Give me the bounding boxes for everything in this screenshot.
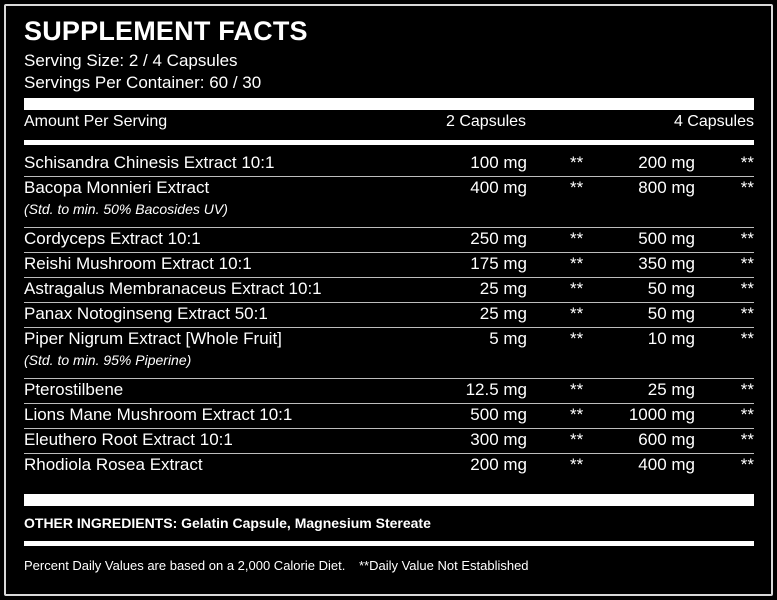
amount-4-capsules: 10 mg [647,329,695,348]
ingredient-row [24,329,754,375]
amount-4-capsules: 25 mg [647,380,695,399]
thick-divider-bottom [24,494,754,506]
daily-value-2-capsules: ** [570,254,584,273]
daily-value-4-capsules: ** [740,329,754,348]
amount-2-capsules: 5 mg [489,329,527,348]
daily-value-2-capsules: ** [570,304,584,323]
amount-4-capsules: 200 mg [638,153,695,172]
daily-value-4-capsules: ** [740,153,754,172]
footnote [24,558,529,573]
ingredient-name: Reishi Mushroom Extract 10:1 [24,254,252,273]
footer-divider [24,541,754,546]
servings-per-container: Servings Per Container: 60 / 30 [24,73,262,92]
amount-2-capsules: 100 mg [470,153,527,172]
ingredient-name: Cordyceps Extract 10:1 [24,229,201,248]
ingredient-name: Lions Mane Mushroom Extract 10:1 [24,405,293,424]
amount-4-capsules: 350 mg [638,254,695,273]
daily-value-2-capsules: ** [570,405,584,424]
ingredient-row [24,455,754,477]
daily-value-2-capsules: ** [570,153,584,172]
daily-value-4-capsules: ** [740,430,754,449]
ingredient-row [24,304,754,326]
four-capsules-header: 4 Capsules [673,113,754,130]
row-divider [24,378,754,379]
daily-value-4-capsules: ** [740,178,754,197]
row-divider [24,252,754,253]
not-established-note: **Daily Value Not Established [358,558,529,573]
row-divider [24,227,754,228]
amount-2-capsules: 250 mg [470,229,527,248]
amount-per-serving-header: Amount Per Serving [24,113,168,130]
ingredient-name: Pterostilbene [24,380,124,399]
amount-2-capsules: 12.5 mg [465,380,527,399]
row-divider [24,453,754,454]
ingredient-name: Bacopa Monnieri Extract [24,178,210,197]
daily-value-2-capsules: ** [570,380,584,399]
row-divider [24,176,754,177]
ingredient-name: Panax Notoginseng Extract 50:1 [24,304,268,323]
panel-title: SUPPLEMENT FACTS [24,16,308,46]
ingredient-row [24,430,754,452]
ingredient-row [24,254,754,276]
ingredient-name: Rhodiola Rosea Extract [24,455,203,474]
amount-2-capsules: 500 mg [470,405,527,424]
daily-value-4-capsules: ** [740,254,754,273]
daily-value-2-capsules: ** [570,178,584,197]
amount-2-capsules: 25 mg [479,279,527,298]
amount-2-capsules: 200 mg [470,455,527,474]
ingredient-standardization-note: (Std. to min. 50% Bacosides UV) [24,201,228,217]
amount-2-capsules: 300 mg [470,430,527,449]
amount-2-capsules: 400 mg [470,178,527,197]
amount-4-capsules: 50 mg [647,279,695,298]
amount-4-capsules: 500 mg [638,229,695,248]
ingredient-name: Astragalus Membranaceus Extract 10:1 [24,279,322,298]
ingredient-standardization-note: (Std. to min. 95% Piperine) [24,352,192,368]
ingredient-name: Piper Nigrum Extract [Whole Fruit] [24,329,282,348]
daily-value-4-capsules: ** [740,405,754,424]
daily-values-note: Percent Daily Values are based on a 2,000 Calorie Diet. [24,558,346,573]
amount-4-capsules: 50 mg [647,304,695,323]
ingredient-row [24,380,754,402]
ingredient-row [24,405,754,427]
daily-value-2-capsules: ** [570,430,584,449]
ingredient-row [24,178,754,224]
serving-info [24,50,261,94]
amount-4-capsules: 400 mg [638,455,695,474]
row-divider [24,428,754,429]
daily-value-2-capsules: ** [570,455,584,474]
row-divider [24,302,754,303]
amount-2-capsules: 175 mg [470,254,527,273]
daily-value-4-capsules: ** [740,229,754,248]
ingredient-row [24,153,754,175]
thick-divider-top [24,98,754,110]
ingredient-row [24,229,754,251]
daily-value-4-capsules: ** [740,304,754,323]
amount-2-capsules: 25 mg [479,304,527,323]
daily-value-2-capsules: ** [570,329,584,348]
ingredient-row [24,279,754,301]
daily-value-4-capsules: ** [740,380,754,399]
amount-4-capsules: 800 mg [638,178,695,197]
serving-size: Serving Size: 2 / 4 Capsules [24,51,238,70]
amount-4-capsules: 1000 mg [628,405,695,424]
daily-value-2-capsules: ** [570,279,584,298]
daily-value-4-capsules: ** [740,279,754,298]
daily-value-2-capsules: ** [570,229,584,248]
two-capsules-header: 2 Capsules [446,113,527,130]
other-ingredients: OTHER INGREDIENTS: Gelatin Capsule, Magnesium Stereate [24,515,431,531]
ingredient-name: Schisandra Chinesis Extract 10:1 [24,153,275,172]
row-divider [24,277,754,278]
header-divider [24,140,754,145]
daily-value-4-capsules: ** [740,455,754,474]
ingredient-name: Eleuthero Root Extract 10:1 [24,430,233,449]
row-divider [24,403,754,404]
amount-4-capsules: 600 mg [638,430,695,449]
row-divider [24,327,754,328]
